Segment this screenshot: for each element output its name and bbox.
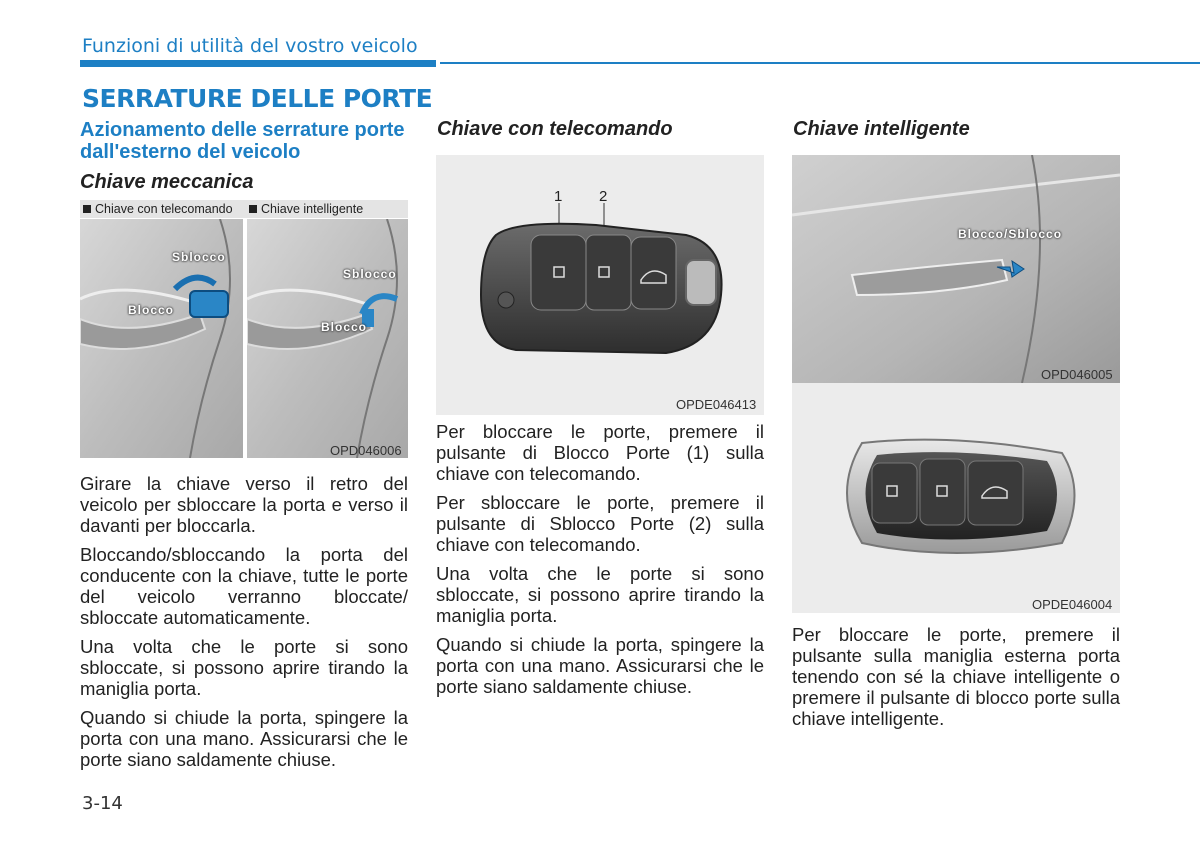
col3-body bbox=[792, 624, 1120, 737]
figure-remote-key-fob bbox=[436, 155, 764, 415]
tag-smart-key: Chiave intelligente bbox=[249, 202, 363, 216]
figure-smart-key-fob bbox=[792, 383, 1120, 613]
figure-door-lock-remote-key bbox=[80, 219, 243, 458]
door-handle-illustration bbox=[792, 155, 1120, 383]
running-header: Funzioni di utilità del vostro veicolo bbox=[82, 35, 418, 57]
figure-door-lock-smart-key bbox=[247, 219, 408, 458]
figure-code: OPDE046413 bbox=[676, 397, 757, 412]
col1-body bbox=[80, 473, 408, 778]
figure-code: OPDE046004 bbox=[1032, 597, 1113, 612]
section-title: SERRATURE DELLE PORTE bbox=[82, 84, 433, 113]
paragraph: Per bloccare le porte, premere il pulsante di Blocco Porte (1) sulla chiave con telecomando. bbox=[436, 421, 764, 484]
paragraph: Quando si chiude la porta, spingere la porta con una mano. Assicurarsi che le porte siano saldamente chiuse. bbox=[436, 634, 764, 697]
square-bullet-icon bbox=[83, 205, 91, 213]
label-lock-unlock: Blocco/Sblocco bbox=[958, 227, 1063, 241]
smart-key-illustration bbox=[792, 383, 1120, 613]
paragraph: Una volta che le porte si sono sbloccate, si possono aprire tirando la maniglia porta. bbox=[436, 563, 764, 626]
door-handle-illustration bbox=[247, 219, 408, 458]
heading-mechanical-key: Chiave meccanica bbox=[80, 171, 254, 193]
paragraph: Per sbloccare le porte, premere il pulsante di Sblocco Porte (2) sulla chiave con telecomando. bbox=[436, 492, 764, 555]
figure-code: OPD046005 bbox=[1041, 367, 1113, 382]
figure-door-handle-button bbox=[792, 155, 1120, 383]
header-rule bbox=[440, 62, 1200, 64]
paragraph: Bloccando/sbloccando la porta del conducente con la chiave, tutte le porte del veicolo verranno bloccate/ sbloccate automaticamente. bbox=[80, 544, 408, 628]
callout-number-1: 1 bbox=[554, 188, 563, 205]
heading-smart-key: Chiave intelligente bbox=[793, 118, 970, 140]
paragraph: Girare la chiave verso il retro del veicolo per sbloccare la porta e verso il davanti per bloccarla. bbox=[80, 473, 408, 536]
figure-code: OPD046006 bbox=[330, 443, 402, 458]
label-lock: Blocco bbox=[128, 303, 175, 317]
label-lock: Blocco bbox=[321, 320, 368, 334]
square-bullet-icon bbox=[249, 205, 257, 213]
page-number: 3-14 bbox=[82, 793, 123, 814]
paragraph: Una volta che le porte si sono sbloccate, si possono aprire tirando la maniglia porta. bbox=[80, 636, 408, 699]
callout-number-2: 2 bbox=[599, 188, 608, 205]
label-unlock: Sblocco bbox=[343, 267, 397, 281]
paragraph: Per bloccare le porte, premere il pulsante sulla maniglia esterna porta tenendo con sé la chiave intelligente o premere il pulsante di blocco porte sulla chiave intelligente. bbox=[792, 624, 1120, 729]
heading-remote-key: Chiave con telecomando bbox=[437, 118, 673, 140]
tag-remote-key: Chiave con telecomando bbox=[83, 202, 233, 216]
subsection-title: Azionamento delle serrature porte dall'esterno del veicolo bbox=[80, 119, 405, 163]
label-unlock: Sblocco bbox=[172, 250, 226, 264]
header-bar bbox=[80, 60, 436, 67]
col2-body bbox=[436, 421, 764, 705]
paragraph: Quando si chiude la porta, spingere la porta con una mano. Assicurarsi che le porte siano saldamente chiuse. bbox=[80, 707, 408, 770]
